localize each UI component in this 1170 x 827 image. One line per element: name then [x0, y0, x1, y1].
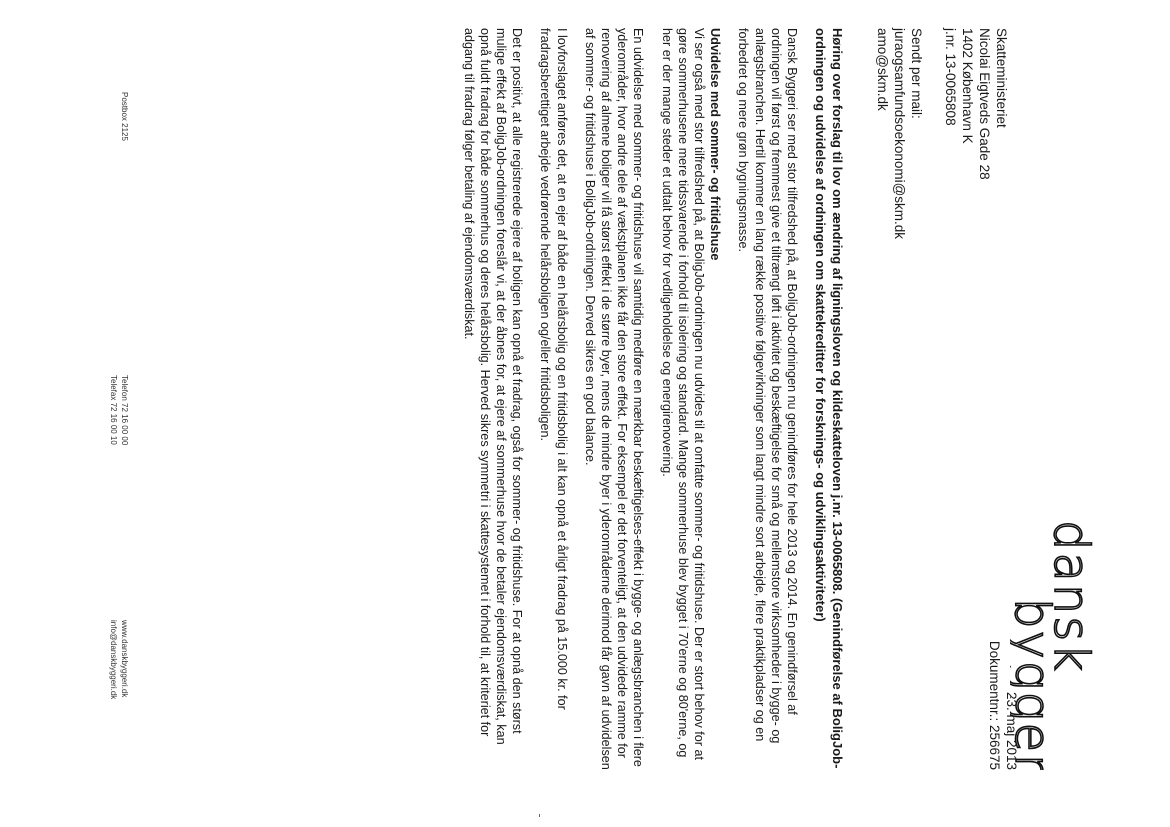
- dansk-byggeri-logo: [1010, 520, 1100, 770]
- recipient-line: j.nr. 13-0065808: [943, 28, 958, 126]
- letter-subject: Høring over forslag til lov om ændring af ligningsloven og kildeskatteloven j.nr. 13-0065808. (Genindførelse af BoligJob-ordningen og udvidelse af ordningen om skattekreditter for forsknings- og udviklingsaktiviteter): [813, 28, 845, 769]
- fax-text: Telefax 72 16 00 10: [109, 375, 118, 445]
- postbox-text: Postbox 2125: [120, 92, 129, 141]
- paragraph: En udvidelse med sommer- og fritidshuse vil samtidig medføre en mærkbar beskæftigelses-effekt i bygge- og anlægsbranchen i flere yderområder, hvor andre dele af vækstplanen ikke får den store effekt. For eksempel er det forventeligt, at den udvidede ramme for renovering af almene boliger vil få størst effekt i de større byer, mens de mindre byer i yderområderne derimod får gavn af udvidelsen af sommer- og fritidshuse i BoligJob-ordningen. Derved sikres en god balance.: [582, 28, 646, 770]
- paragraph: Vi ser også med stor tilfredshed på, at BoligJob-ordningen nu udvides til at omfatte sommer- og fritidshuse. Der er stort behov for at gøre sommerhusene mere tidssvarende i forhold til isolering og standard. Mange sommerhuse blev bygget i 70'erne og 80'erne, og her er der mange steder et udtalt behov for vedligeholdelse og energirenovering.: [659, 28, 706, 760]
- recipient-line: Skatteministeriet: [994, 28, 1009, 128]
- date-and-reference: [986, 590, 1020, 770]
- letter-body: [448, 28, 845, 773]
- recipient-line: 1402 København K: [960, 28, 975, 144]
- section-heading: Udvidelse med sommer- og fritidshuse: [708, 28, 723, 261]
- mail-recipients: [874, 28, 925, 239]
- logo-word-dansk: dansk: [1043, 520, 1099, 674]
- footer-contact: [108, 375, 130, 445]
- scan-mark: [539, 814, 540, 817]
- document-number: Dokumentnr.: 256675: [987, 640, 1002, 770]
- paragraph: Dansk Byggeri ser med stor tilfredshed på, at BoligJob-ordningen nu genindføres for hele 2013 og 2014. En genindførsel af ordningen vil først og fremmest give et tiltrængt løft i aktivitet og beskæftigelse for små og mellemstore virksomheder i bygge- og anlægsbranchen. Hertil kommer en lang række positive følgevirkninger som langt mindre sort arbejde, flere praktikpladser og en forbedret og mere grøn bygningsmasse.: [736, 28, 799, 744]
- footer-postbox: [119, 92, 130, 141]
- mail-address: juraogsamfundsoekonomi@skm.dk: [892, 28, 907, 240]
- logo-word-byggeri: bygge: [1010, 598, 1060, 755]
- mail-address: amo@skm.dk: [875, 28, 890, 111]
- recipient-line: Nicolai Eigtveds Gade 28: [977, 28, 992, 180]
- email-text: info@danskbyggeri.dk: [109, 620, 118, 700]
- paragraph: Det er positivt, at alle registrerede ejere af boligen kan opnå et fradrag, også for sommer- og fritidshuse. For at opnå den størst mulige effekt af BoligJob-ordningen foreslår vi, at der åbnes for, at ejere af sommerhuse hvor de betaler ejendomsværdiskat, kan opnå fuldt fradrag for både sommerhus og deres helårsbolig. Herved sikres symmetri i skattesystemet i forhold til, at kriteriet for adgang til fradrag følger betaling af ejendomsværdiskat.: [461, 28, 525, 745]
- website-text: www.danskbyggeri.dk: [120, 620, 129, 698]
- paragraph: I lovforslaget anføres det, at en ejer af både en helårsbolig og en fritidsbolig i alt kan opnå et årligt fradrag på 15.000 kr. for fradragsberettiget arbejde vedrørende helårsboligen og/eller fritidsboligen.: [538, 28, 569, 710]
- phone-text: Telefon 72 16 00 00: [120, 375, 129, 446]
- letter-date: 23. maj 2013: [1004, 691, 1019, 770]
- footer-web: [108, 620, 130, 699]
- recipient-address: [942, 28, 1010, 180]
- mail-label: Sendt per mail:: [909, 28, 924, 119]
- logo-icon: [1010, 520, 1100, 770]
